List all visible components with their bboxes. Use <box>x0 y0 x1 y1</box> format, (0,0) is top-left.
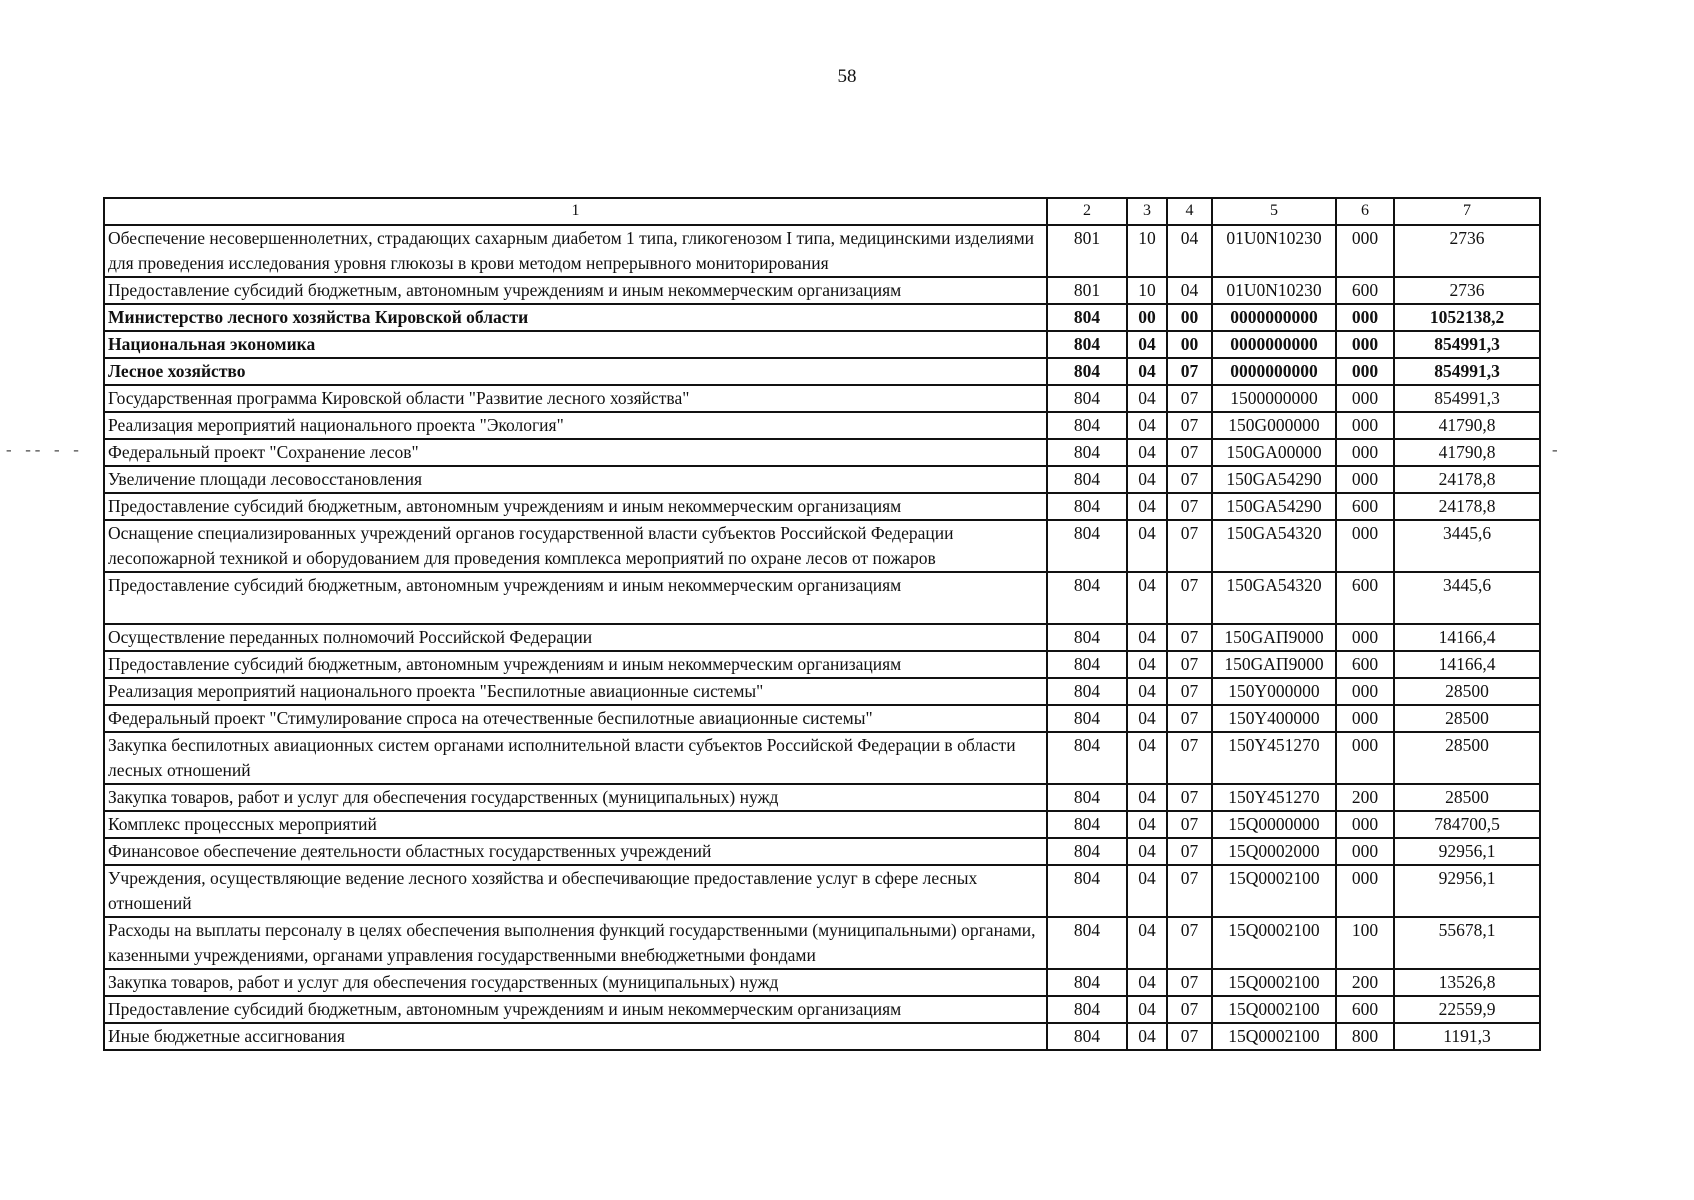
subsection-code-cell: 07 <box>1167 784 1212 811</box>
row-name-cell: Федеральный проект "Стимулирование спроса на отечественные беспилотные авиационные системы" <box>104 705 1047 732</box>
table-row <box>104 358 1540 385</box>
expense-type-cell: 100 <box>1336 917 1394 969</box>
column-header: 4 <box>1167 198 1212 225</box>
target-article-cell: 15Q0002000 <box>1212 838 1336 865</box>
row-name-cell: Реализация мероприятий национального проекта "Беспилотные авиационные системы" <box>104 678 1047 705</box>
row-name-cell: Иные бюджетные ассигнования <box>104 1023 1047 1050</box>
table-row <box>104 732 1540 784</box>
table-row <box>104 838 1540 865</box>
section-code-cell: 04 <box>1127 705 1167 732</box>
target-article-cell: 01U0N10230 <box>1212 225 1336 277</box>
scan-artifact-right: - <box>1550 442 1560 460</box>
section-code-cell: 04 <box>1127 969 1167 996</box>
expense-type-cell: 000 <box>1336 705 1394 732</box>
table-row <box>104 493 1540 520</box>
expense-type-cell: 000 <box>1336 225 1394 277</box>
amount-cell: 28500 <box>1394 784 1540 811</box>
row-name-cell: Закупка беспилотных авиационных систем органами исполнительной власти субъектов Российской Федерации в области лесных отношений <box>104 732 1047 784</box>
target-article-cell: 0000000000 <box>1212 358 1336 385</box>
row-name-cell: Учреждения, осуществляющие ведение лесного хозяйства и обеспечивающие предоставление услуг в сфере лесных отношений <box>104 865 1047 917</box>
admin-code-cell: 804 <box>1047 572 1127 624</box>
amount-cell: 2736 <box>1394 225 1540 277</box>
admin-code-cell: 801 <box>1047 225 1127 277</box>
admin-code-cell: 804 <box>1047 732 1127 784</box>
section-code-cell: 04 <box>1127 678 1167 705</box>
target-article-cell: 150GA54320 <box>1212 520 1336 572</box>
expense-type-cell: 000 <box>1336 732 1394 784</box>
expense-type-cell: 600 <box>1336 277 1394 304</box>
admin-code-cell: 804 <box>1047 705 1127 732</box>
expense-type-cell: 000 <box>1336 358 1394 385</box>
table-row <box>104 225 1540 277</box>
section-code-cell: 04 <box>1127 811 1167 838</box>
target-article-cell: 15Q0000000 <box>1212 811 1336 838</box>
expense-type-cell: 200 <box>1336 784 1394 811</box>
row-name-cell: Предоставление субсидий бюджетным, автономным учреждениям и иным некоммерческим организациям <box>104 572 1047 624</box>
table-row <box>104 466 1540 493</box>
section-code-cell: 04 <box>1127 466 1167 493</box>
target-article-cell: 150GAП9000 <box>1212 624 1336 651</box>
target-article-cell: 150G000000 <box>1212 412 1336 439</box>
section-code-cell: 04 <box>1127 838 1167 865</box>
amount-cell: 28500 <box>1394 732 1540 784</box>
admin-code-cell: 804 <box>1047 917 1127 969</box>
target-article-cell: 15Q0002100 <box>1212 996 1336 1023</box>
section-code-cell: 04 <box>1127 1023 1167 1050</box>
admin-code-cell: 804 <box>1047 996 1127 1023</box>
subsection-code-cell: 07 <box>1167 439 1212 466</box>
amount-cell: 28500 <box>1394 705 1540 732</box>
amount-cell: 854991,3 <box>1394 385 1540 412</box>
section-code-cell: 04 <box>1127 651 1167 678</box>
admin-code-cell: 801 <box>1047 277 1127 304</box>
subsection-code-cell: 07 <box>1167 811 1212 838</box>
section-code-cell: 04 <box>1127 996 1167 1023</box>
amount-cell: 24178,8 <box>1394 493 1540 520</box>
target-article-cell: 150Y451270 <box>1212 732 1336 784</box>
expense-type-cell: 800 <box>1336 1023 1394 1050</box>
admin-code-cell: 804 <box>1047 624 1127 651</box>
target-article-cell: 1500000000 <box>1212 385 1336 412</box>
amount-cell: 28500 <box>1394 678 1540 705</box>
admin-code-cell: 804 <box>1047 439 1127 466</box>
expense-type-cell: 000 <box>1336 520 1394 572</box>
target-article-cell: 150GA54290 <box>1212 466 1336 493</box>
budget-table <box>103 197 1541 1051</box>
table-row <box>104 277 1540 304</box>
section-code-cell: 04 <box>1127 493 1167 520</box>
table-row <box>104 331 1540 358</box>
expense-type-cell: 000 <box>1336 412 1394 439</box>
amount-cell: 1191,3 <box>1394 1023 1540 1050</box>
admin-code-cell: 804 <box>1047 493 1127 520</box>
subsection-code-cell: 00 <box>1167 304 1212 331</box>
expense-type-cell: 000 <box>1336 838 1394 865</box>
amount-cell: 13526,8 <box>1394 969 1540 996</box>
section-code-cell: 10 <box>1127 277 1167 304</box>
subsection-code-cell: 07 <box>1167 732 1212 784</box>
admin-code-cell: 804 <box>1047 520 1127 572</box>
subsection-code-cell: 07 <box>1167 838 1212 865</box>
amount-cell: 41790,8 <box>1394 439 1540 466</box>
expense-type-cell: 000 <box>1336 466 1394 493</box>
target-article-cell: 0000000000 <box>1212 331 1336 358</box>
subsection-code-cell: 07 <box>1167 1023 1212 1050</box>
amount-cell: 784700,5 <box>1394 811 1540 838</box>
amount-cell: 3445,6 <box>1394 572 1540 624</box>
subsection-code-cell: 07 <box>1167 466 1212 493</box>
admin-code-cell: 804 <box>1047 784 1127 811</box>
table-row <box>104 651 1540 678</box>
table-row <box>104 705 1540 732</box>
row-name-cell: Финансовое обеспечение деятельности областных государственных учреждений <box>104 838 1047 865</box>
amount-cell: 55678,1 <box>1394 917 1540 969</box>
subsection-code-cell: 07 <box>1167 678 1212 705</box>
table-row <box>104 412 1540 439</box>
amount-cell: 92956,1 <box>1394 865 1540 917</box>
subsection-code-cell: 07 <box>1167 572 1212 624</box>
section-code-cell: 04 <box>1127 572 1167 624</box>
expense-type-cell: 000 <box>1336 304 1394 331</box>
section-code-cell: 04 <box>1127 412 1167 439</box>
column-header: 6 <box>1336 198 1394 225</box>
row-name-cell: Осуществление переданных полномочий Российской Федерации <box>104 624 1047 651</box>
row-name-cell: Федеральный проект "Сохранение лесов" <box>104 439 1047 466</box>
row-name-cell: Реализация мероприятий национального проекта "Экология" <box>104 412 1047 439</box>
row-name-cell: Закупка товаров, работ и услуг для обеспечения государственных (муниципальных) нужд <box>104 784 1047 811</box>
target-article-cell: 150Y000000 <box>1212 678 1336 705</box>
row-name-cell: Комплекс процессных мероприятий <box>104 811 1047 838</box>
subsection-code-cell: 07 <box>1167 385 1212 412</box>
amount-cell: 14166,4 <box>1394 624 1540 651</box>
admin-code-cell: 804 <box>1047 811 1127 838</box>
expense-type-cell: 200 <box>1336 969 1394 996</box>
section-code-cell: 04 <box>1127 385 1167 412</box>
section-code-cell: 04 <box>1127 358 1167 385</box>
section-code-cell: 04 <box>1127 624 1167 651</box>
section-code-cell: 04 <box>1127 520 1167 572</box>
admin-code-cell: 804 <box>1047 865 1127 917</box>
amount-cell: 22559,9 <box>1394 996 1540 1023</box>
expense-type-cell: 000 <box>1336 678 1394 705</box>
amount-cell: 1052138,2 <box>1394 304 1540 331</box>
subsection-code-cell: 00 <box>1167 331 1212 358</box>
column-header: 7 <box>1394 198 1540 225</box>
admin-code-cell: 804 <box>1047 331 1127 358</box>
subsection-code-cell: 07 <box>1167 705 1212 732</box>
table-row <box>104 304 1540 331</box>
target-article-cell: 15Q0002100 <box>1212 969 1336 996</box>
target-article-cell: 15Q0002100 <box>1212 917 1336 969</box>
admin-code-cell: 804 <box>1047 466 1127 493</box>
table-row <box>104 678 1540 705</box>
target-article-cell: 150GAП9000 <box>1212 651 1336 678</box>
row-name-cell: Министерство лесного хозяйства Кировской области <box>104 304 1047 331</box>
amount-cell: 3445,6 <box>1394 520 1540 572</box>
amount-cell: 41790,8 <box>1394 412 1540 439</box>
table-row <box>104 784 1540 811</box>
table-header-row <box>104 198 1540 225</box>
target-article-cell: 01U0N10230 <box>1212 277 1336 304</box>
table-row <box>104 520 1540 572</box>
amount-cell: 24178,8 <box>1394 466 1540 493</box>
scan-artifact-left: - -- - - <box>4 442 81 460</box>
page-number: 58 <box>837 66 857 87</box>
subsection-code-cell: 07 <box>1167 493 1212 520</box>
subsection-code-cell: 07 <box>1167 358 1212 385</box>
amount-cell: 92956,1 <box>1394 838 1540 865</box>
expense-type-cell: 000 <box>1336 439 1394 466</box>
row-name-cell: Лесное хозяйство <box>104 358 1047 385</box>
target-article-cell: 150GA00000 <box>1212 439 1336 466</box>
subsection-code-cell: 04 <box>1167 277 1212 304</box>
subsection-code-cell: 07 <box>1167 651 1212 678</box>
admin-code-cell: 804 <box>1047 412 1127 439</box>
section-code-cell: 00 <box>1127 304 1167 331</box>
admin-code-cell: 804 <box>1047 838 1127 865</box>
expense-type-cell: 600 <box>1336 651 1394 678</box>
section-code-cell: 04 <box>1127 732 1167 784</box>
column-header: 2 <box>1047 198 1127 225</box>
target-article-cell: 150GA54290 <box>1212 493 1336 520</box>
target-article-cell: 150Y400000 <box>1212 705 1336 732</box>
subsection-code-cell: 07 <box>1167 865 1212 917</box>
expense-type-cell: 600 <box>1336 996 1394 1023</box>
table-row <box>104 624 1540 651</box>
section-code-cell: 04 <box>1127 784 1167 811</box>
subsection-code-cell: 04 <box>1167 225 1212 277</box>
column-header: 1 <box>104 198 1047 225</box>
row-name-cell: Предоставление субсидий бюджетным, автономным учреждениям и иным некоммерческим организациям <box>104 651 1047 678</box>
expense-type-cell: 000 <box>1336 385 1394 412</box>
target-article-cell: 150GA54320 <box>1212 572 1336 624</box>
target-article-cell: 15Q0002100 <box>1212 865 1336 917</box>
admin-code-cell: 804 <box>1047 1023 1127 1050</box>
row-name-cell: Предоставление субсидий бюджетным, автономным учреждениям и иным некоммерческим организациям <box>104 277 1047 304</box>
column-header: 3 <box>1127 198 1167 225</box>
subsection-code-cell: 07 <box>1167 520 1212 572</box>
target-article-cell: 150Y451270 <box>1212 784 1336 811</box>
target-article-cell: 15Q0002100 <box>1212 1023 1336 1050</box>
expense-type-cell: 600 <box>1336 572 1394 624</box>
admin-code-cell: 804 <box>1047 969 1127 996</box>
expense-type-cell: 000 <box>1336 811 1394 838</box>
table-row <box>104 572 1540 624</box>
expense-type-cell: 000 <box>1336 331 1394 358</box>
admin-code-cell: 804 <box>1047 304 1127 331</box>
expense-type-cell: 600 <box>1336 493 1394 520</box>
admin-code-cell: 804 <box>1047 678 1127 705</box>
table-row <box>104 996 1540 1023</box>
column-header: 5 <box>1212 198 1336 225</box>
subsection-code-cell: 07 <box>1167 996 1212 1023</box>
section-code-cell: 10 <box>1127 225 1167 277</box>
row-name-cell: Предоставление субсидий бюджетным, автономным учреждениям и иным некоммерческим организациям <box>104 996 1047 1023</box>
section-code-cell: 04 <box>1127 917 1167 969</box>
amount-cell: 14166,4 <box>1394 651 1540 678</box>
subsection-code-cell: 07 <box>1167 412 1212 439</box>
subsection-code-cell: 07 <box>1167 917 1212 969</box>
expense-type-cell: 000 <box>1336 865 1394 917</box>
row-name-cell: Национальная экономика <box>104 331 1047 358</box>
row-name-cell: Обеспечение несовершеннолетних, страдающих сахарным диабетом 1 типа, гликогенозом I типа, медицинскими изделиями для проведения исследования уровня глюкозы в крови методом непрерывного мониторирования <box>104 225 1047 277</box>
expense-type-cell: 000 <box>1336 624 1394 651</box>
amount-cell: 854991,3 <box>1394 358 1540 385</box>
target-article-cell: 0000000000 <box>1212 304 1336 331</box>
row-name-cell: Закупка товаров, работ и услуг для обеспечения государственных (муниципальных) нужд <box>104 969 1047 996</box>
subsection-code-cell: 07 <box>1167 969 1212 996</box>
row-name-cell: Государственная программа Кировской области "Развитие лесного хозяйства" <box>104 385 1047 412</box>
row-name-cell: Оснащение специализированных учреждений органов государственной власти субъектов Российской Федерации лесопожарной техникой и оборудованием для проведения комплекса мероприятий по охране лесов от пожаров <box>104 520 1047 572</box>
admin-code-cell: 804 <box>1047 651 1127 678</box>
table-row <box>104 439 1540 466</box>
amount-cell: 854991,3 <box>1394 331 1540 358</box>
section-code-cell: 04 <box>1127 331 1167 358</box>
table-row <box>104 865 1540 917</box>
section-code-cell: 04 <box>1127 439 1167 466</box>
table-row <box>104 917 1540 969</box>
table-row <box>104 385 1540 412</box>
admin-code-cell: 804 <box>1047 358 1127 385</box>
amount-cell: 2736 <box>1394 277 1540 304</box>
subsection-code-cell: 07 <box>1167 624 1212 651</box>
section-code-cell: 04 <box>1127 865 1167 917</box>
row-name-cell: Увеличение площади лесовосстановления <box>104 466 1047 493</box>
table-row <box>104 969 1540 996</box>
table-row <box>104 1023 1540 1050</box>
table-row <box>104 811 1540 838</box>
row-name-cell: Предоставление субсидий бюджетным, автономным учреждениям и иным некоммерческим организациям <box>104 493 1047 520</box>
admin-code-cell: 804 <box>1047 385 1127 412</box>
row-name-cell: Расходы на выплаты персоналу в целях обеспечения выполнения функций государственными (муниципальными) органами, казенными учреждениями, органами управления государственными внебюджетными фондами <box>104 917 1047 969</box>
